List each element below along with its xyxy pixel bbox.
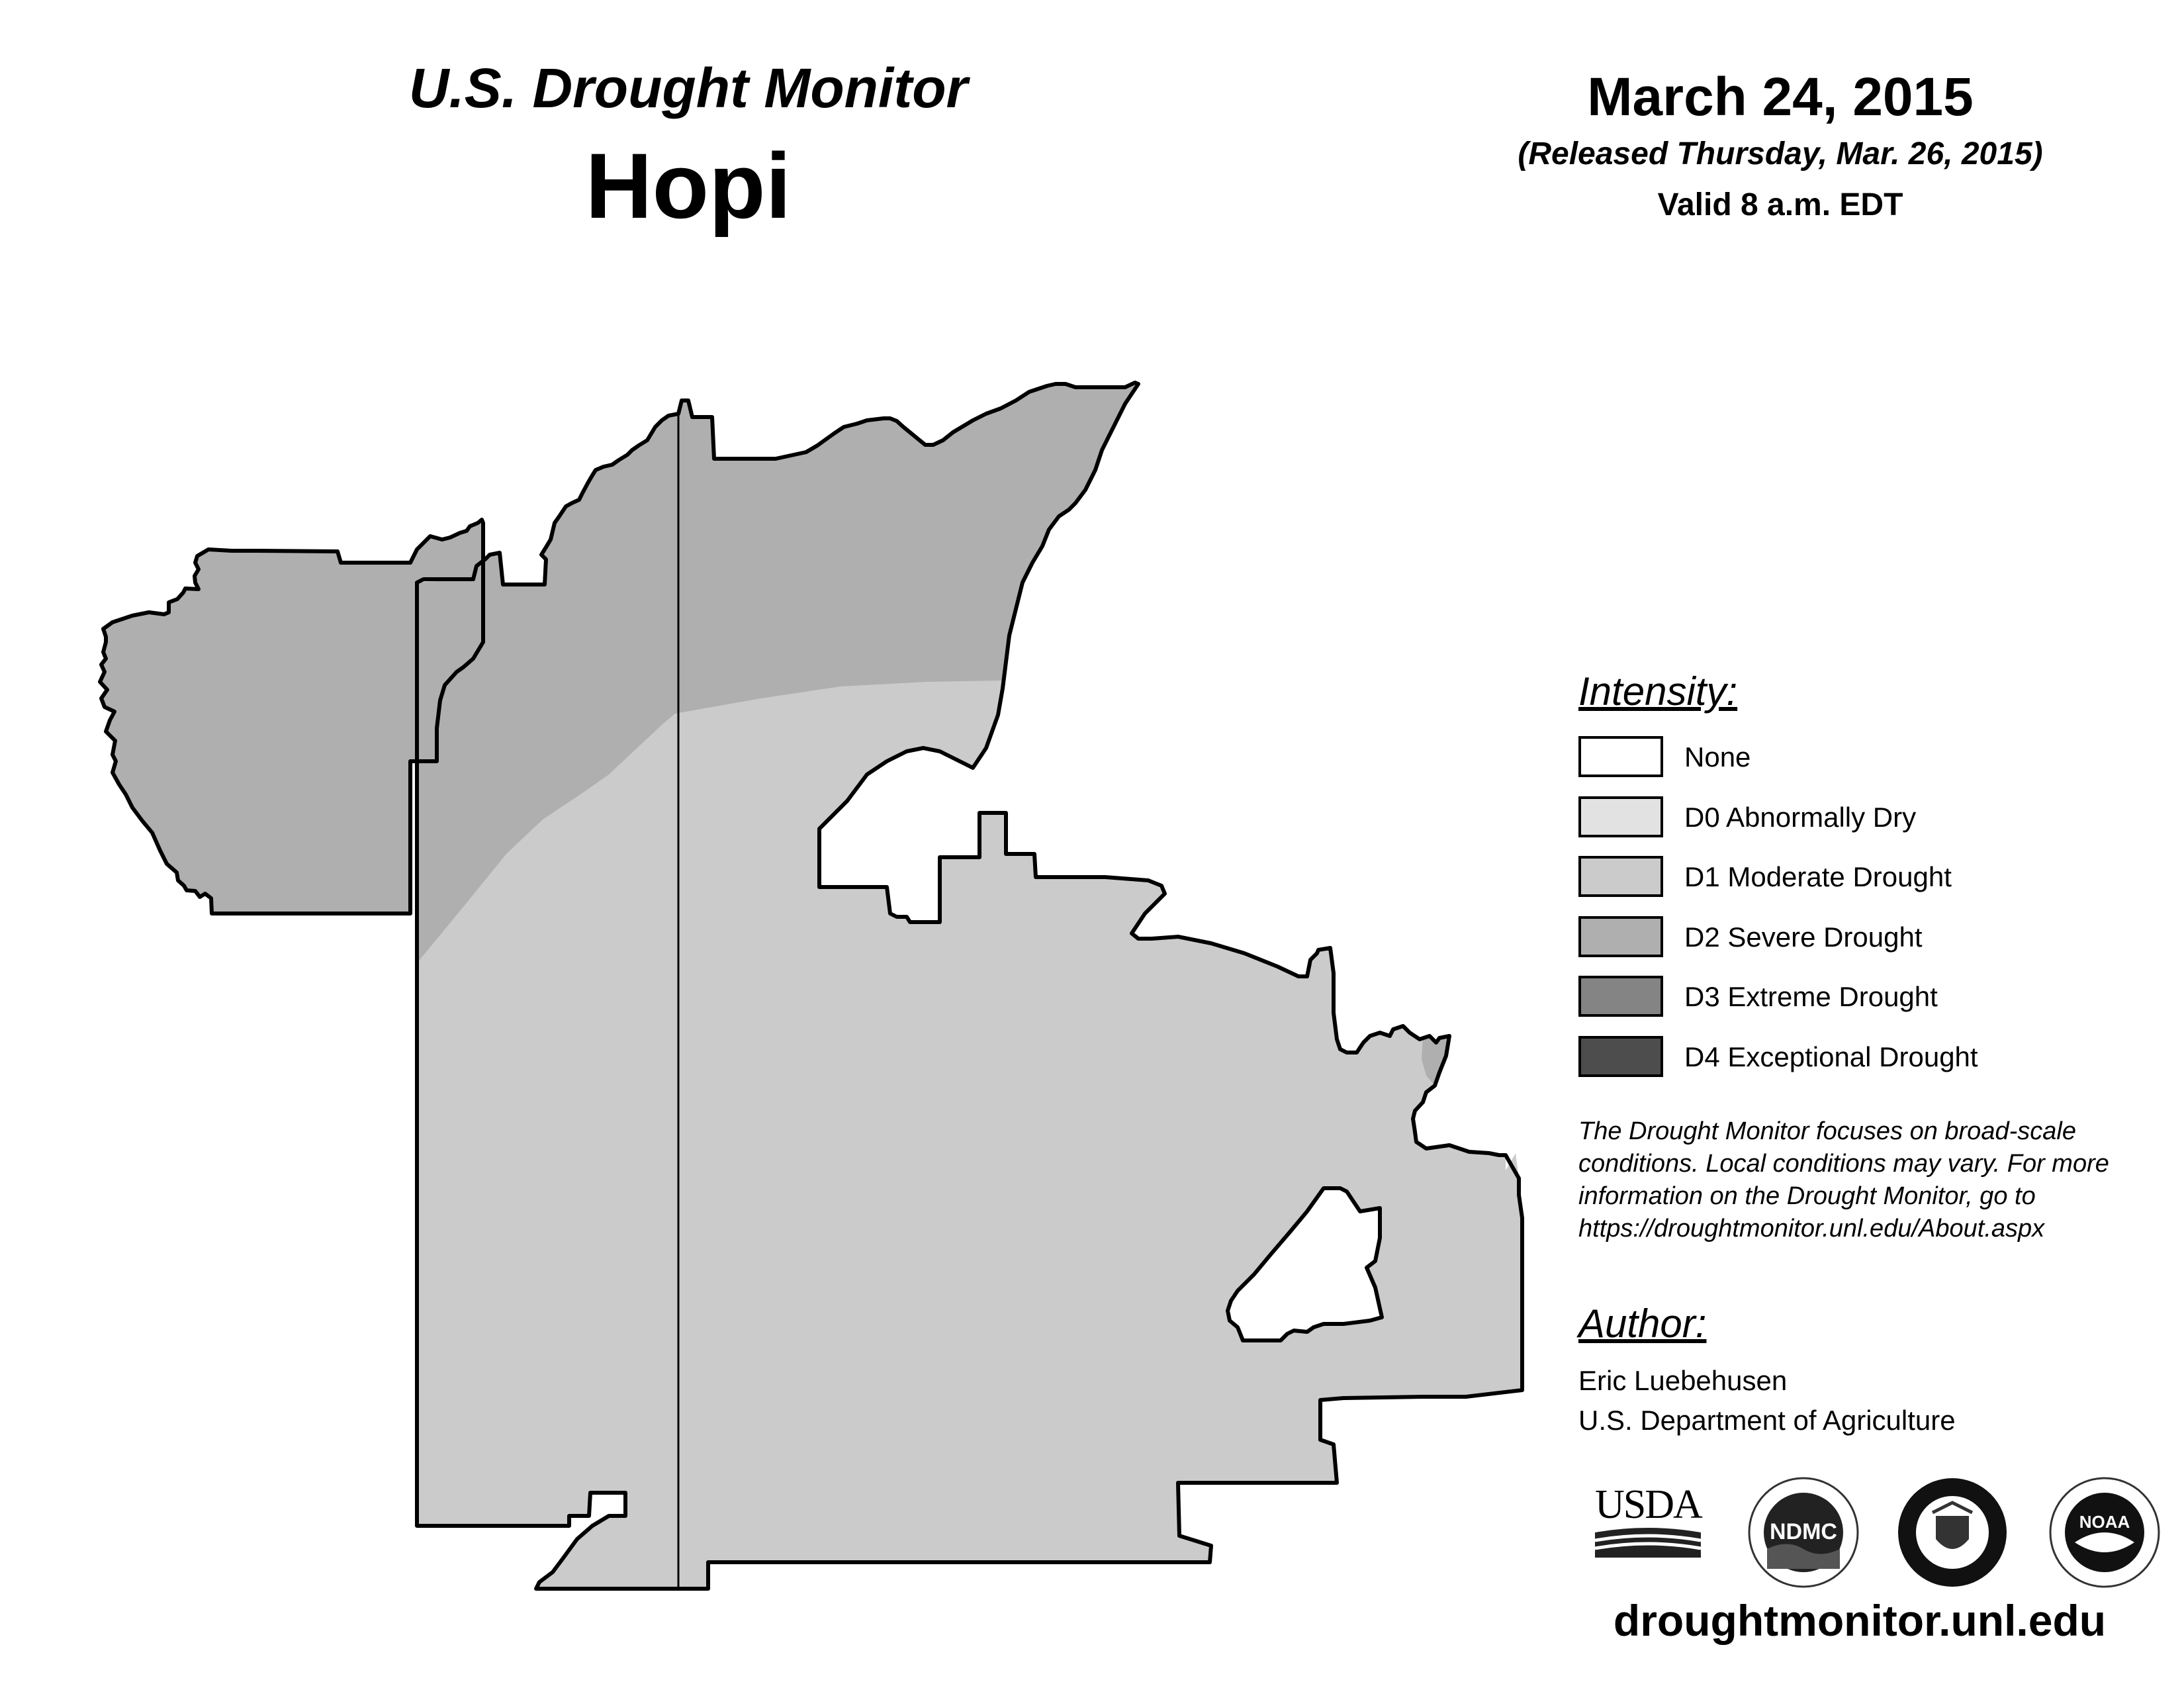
note-line: information on the Drought Monitor, go to	[1578, 1182, 2036, 1210]
legend-item-d2	[1578, 916, 2108, 960]
legend-label: D1 Moderate Drought	[1684, 861, 1952, 892]
commerce-seal-logo	[1896, 1476, 2009, 1589]
release-date: (Released Thursday, Mar. 26, 2015)	[1518, 136, 2043, 171]
legend-label: None	[1684, 741, 1751, 773]
map-date: March 24, 2015	[1587, 67, 1974, 127]
note-line: conditions. Local conditions may vary. For more	[1578, 1150, 2109, 1178]
legend-label: D0 Abnormally Dry	[1684, 802, 1917, 833]
legend-item-d1	[1578, 856, 2108, 900]
noaa-logo	[2048, 1476, 2161, 1589]
usda-logo: USDA	[1595, 1482, 1702, 1527]
footer-url[interactable]: droughtmonitor.unl.edu	[1613, 1596, 2107, 1645]
author-name: Eric Luebehusen	[1578, 1365, 1788, 1396]
legend-item-d3	[1578, 976, 2108, 1019]
map-title: U.S. Drought Monitor	[408, 57, 968, 119]
legend-swatch	[1578, 796, 1663, 837]
noaa-logo-text: NOAA	[2079, 1512, 2130, 1532]
legend-label: D2 Severe Drought	[1684, 921, 1923, 953]
legend-swatch	[1578, 856, 1663, 897]
ndmc-logo-text: NDMC	[1770, 1519, 1837, 1544]
disclaimer-note	[1578, 1115, 2174, 1245]
legend-swatch	[1578, 1036, 1663, 1077]
author-agency: U.S. Department of Agriculture	[1578, 1405, 1956, 1436]
legend-title: Intensity:	[1578, 669, 1738, 714]
ndmc-logo	[1747, 1476, 1860, 1589]
legend-swatch	[1578, 976, 1663, 1017]
legend-item-d4	[1578, 1036, 2108, 1080]
legend-label: D4 Exceptional Drought	[1684, 1041, 1978, 1072]
note-line: The Drought Monitor focuses on broad-scale	[1578, 1117, 2076, 1145]
region-name: Hopi	[585, 134, 792, 238]
legend-swatch	[1578, 736, 1663, 777]
legend-item-d0	[1578, 796, 2108, 840]
author-title: Author:	[1578, 1301, 1707, 1346]
legend-label: D3 Extreme Drought	[1684, 981, 1938, 1012]
valid-time: Valid 8 a.m. EDT	[1657, 187, 1903, 222]
note-line: https://droughtmonitor.unl.edu/About.aspx	[1578, 1215, 2045, 1243]
legend-swatch	[1578, 916, 1663, 957]
legend-item-none	[1578, 736, 2108, 780]
usda-logo-waves	[1595, 1526, 1701, 1558]
